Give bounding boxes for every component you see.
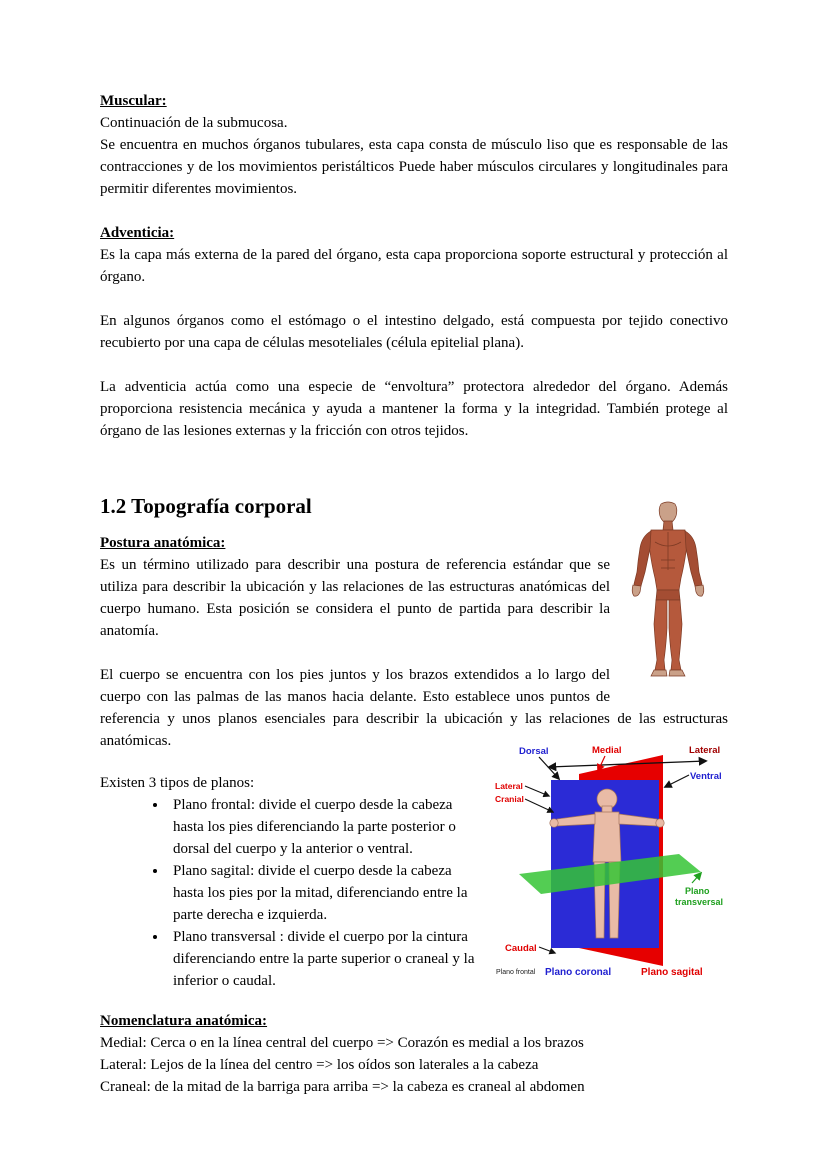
diagram-label-dorsal: Dorsal (519, 746, 549, 757)
diagram-label-plano-transversal-line2: transversal (675, 897, 724, 907)
planes-diagram-svg (493, 742, 728, 977)
diagram-label-caudal: Caudal (505, 943, 537, 954)
muscular-paragraph-1: Continuación de la submucosa. (100, 115, 288, 131)
diagram-label-plano-frontal: Plano frontal (496, 969, 536, 976)
diagram-label-lateral-top: Lateral (689, 745, 721, 756)
section-adventicia (100, 222, 728, 442)
nomenclatura-line-craneal: Craneal: de la mitad de la barriga para arriba => la cabeza es craneal al abdomen (100, 1079, 585, 1095)
postura-paragraph-1: Es un término utilizado para describir una postura de referencia estándar que se utiliza para describir la ubicación y las relaciones de las estructuras anatómicas del cuerpo humano. Esta posición se considera el punto de partida para describir la anatomía. (100, 557, 610, 639)
postura-paragraph-2: El cuerpo se encuentra con los pies juntos y los brazos extendidos a lo largo del cuerpo con las palmas de las manos hacia delante. Esto establece unos puntos de referencia y unos planos esenciales para describir la ubicación y las relaciones de las estructuras anatómicas. (100, 667, 728, 749)
planos-item-frontal: • Plano frontal: divide el cuerpo desde la cabeza hasta los pies diferenciando la parte posterior o dorsal del cuerpo y la anterior o ventral. (168, 794, 728, 860)
adventicia-paragraph-1: Es la capa más externa de la pared del órgano, esta capa proporciona soporte estructural y protección al órgano. (100, 247, 728, 285)
nomenclatura-line-lateral: Lateral: Lejos de la línea del centro => los oídos son laterales a la cabeza (100, 1057, 539, 1073)
section-nomenclatura (100, 1010, 728, 1098)
adventicia-paragraph-2: En algunos órganos como el estómago o el intestino delgado, está compuesta por tejido conectivo recubierto por una capa de células mesoteliales (célula epitelial plana). (100, 313, 728, 351)
anatomical-figure-svg (624, 500, 712, 680)
diagram-label-plano-transversal-line1: Plano (685, 886, 710, 896)
diagram-label-medial: Medial (592, 745, 622, 756)
topografia-heading: 1.2 Topografía corporal (100, 494, 312, 518)
cranial-arrow (525, 799, 553, 812)
page-content (100, 90, 728, 1098)
nomenclatura-line-medial: Medial: Cerca o en la línea central del cuerpo => Corazón es medial a los brazos (100, 1035, 584, 1051)
diagram-label-cranial: Cranial (495, 794, 524, 804)
anatomical-planes-diagram-image (493, 742, 728, 977)
muscular-heading: Muscular: (100, 93, 167, 109)
planos-intro: Existen 3 tipos de planos: (100, 775, 255, 791)
anatomical-figure-image (624, 500, 712, 680)
postura-heading: Postura anatómica: (100, 535, 226, 551)
lateral-left-arrow (525, 786, 549, 796)
diagram-label-plano-sagital: Plano sagital (641, 967, 703, 977)
diagram-label-ventral: Ventral (690, 771, 722, 782)
diagram-label-lateral-left: Lateral (495, 781, 523, 791)
transversal-arrow (692, 873, 701, 883)
section-planos (100, 745, 728, 992)
planos-item-sagital: • Plano sagital: divide el cuerpo desde la cabeza hasta los pies por la mitad, diferenciando entre la parte derecha e izquierda. (168, 860, 728, 926)
adventicia-heading: Adventicia: (100, 225, 175, 241)
nomenclatura-heading: Nomenclatura anatómica: (100, 1013, 268, 1029)
adventicia-paragraph-3: La adventicia actúa como una especie de “envoltura” protectora alrededor del órgano. Además proporciona resistencia mecánica y ayuda a mantener la forma y la integridad. También protege al órgano de las lesiones externas y la fricción con otros tejidos. (100, 379, 728, 439)
planos-item-transversal: • Plano transversal : divide el cuerpo por la cintura diferenciando entre la parte superior o craneal y la inferior o caudal. (168, 926, 728, 992)
dorsal-arrow (539, 757, 559, 779)
section-muscular (100, 90, 728, 200)
diagram-label-plano-coronal: Plano coronal (545, 967, 612, 977)
ventral-arrow (665, 775, 689, 787)
muscular-paragraph-2: Se encuentra en muchos órganos tubulares, esta capa consta de músculo liso que es responsable de las contracciones y de los movimientos peristálticos Puede haber músculos circulares y longitudinales para permitir diferentes movimientos. (100, 137, 728, 197)
